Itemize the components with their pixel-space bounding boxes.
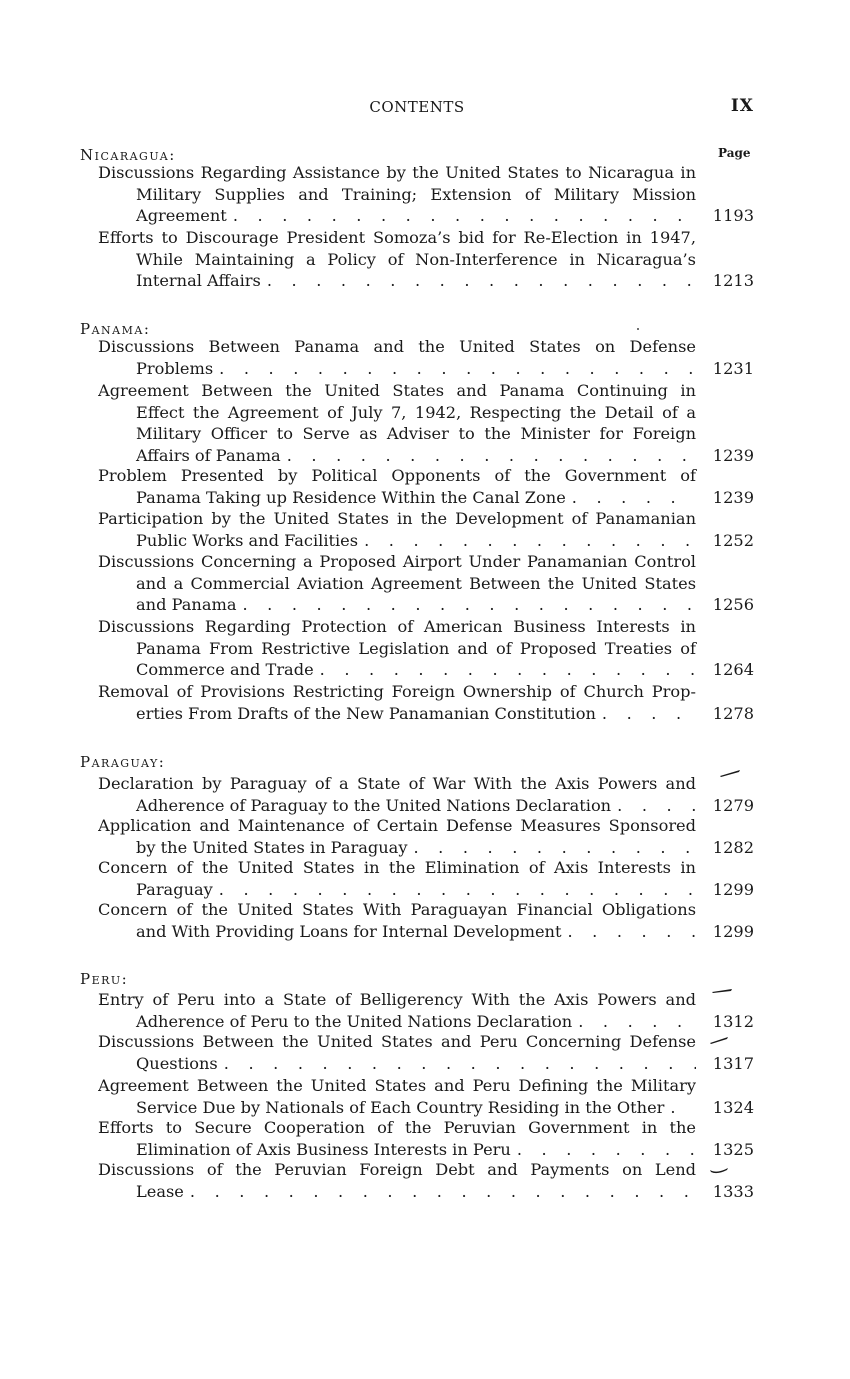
toc-entry-text: Concern of the United States in the Elimination of Axis Interests in <box>98 858 696 877</box>
toc-page-number: 1213 <box>712 271 754 290</box>
page-folio: IX <box>730 96 754 116</box>
toc-entry-line <box>98 530 754 552</box>
toc-entry-text: Elimination of Axis Business Interests in Peru <box>136 1139 511 1159</box>
running-head <box>80 96 754 120</box>
toc-entry-text: Problems <box>136 358 214 378</box>
toc-entry-text: While Maintaining a Policy of Non-Interference in Nicaragua’s <box>136 249 696 269</box>
toc-entry-line <box>98 638 754 660</box>
toc-entry-line <box>98 249 754 271</box>
dot-leader <box>407 837 696 859</box>
toc-entry-line <box>98 681 754 703</box>
dot-leader <box>218 1053 696 1075</box>
margin-check-mark <box>711 986 733 996</box>
toc-entry-line <box>98 423 754 445</box>
toc-entry-line <box>98 837 754 859</box>
toc-entry-line <box>98 773 754 795</box>
toc-entry-line <box>98 380 754 402</box>
toc-entry-text: Participation by the United States in the Development of Panamanian <box>98 509 696 528</box>
toc-entry-line <box>98 508 754 530</box>
toc-entry-text: Panama From Restrictive Legislation and of Proposed Treaties of <box>136 638 696 658</box>
toc-entry-line <box>98 616 754 638</box>
dot-leader <box>664 1097 696 1119</box>
dot-leader <box>184 1181 696 1203</box>
toc-entry-line <box>98 227 754 249</box>
toc-entry[interactable] <box>98 1159 754 1202</box>
toc-page-number: 1299 <box>712 879 754 899</box>
dot-leader <box>261 270 696 292</box>
margin-check-mark <box>719 768 741 778</box>
toc-entry-line <box>98 879 754 901</box>
toc-page-number: 1299 <box>712 921 754 941</box>
toc-entry-text: and a Commercial Aviation Agreement Between the United States <box>136 573 696 593</box>
toc-page-number: 1193 <box>712 206 754 225</box>
toc-entry-text: Military Supplies and Training; Extension of Military Mission <box>136 184 696 204</box>
dot-leader <box>596 703 696 725</box>
toc-entry-text: Discussions Concerning a Proposed Airport Under Panamanian Control <box>98 552 696 571</box>
toc-entry-line <box>98 336 754 358</box>
toc-entry[interactable] <box>98 989 754 1032</box>
toc-entry-text: Agreement Between the United States and Panama Continuing in <box>98 381 696 400</box>
toc-entry-line <box>98 205 754 227</box>
toc-page-number: 1312 <box>712 1011 754 1031</box>
toc-entry[interactable] <box>98 380 754 466</box>
toc-entry-line <box>98 1031 754 1053</box>
toc-entry-line <box>98 1139 754 1161</box>
dot-leader <box>358 530 696 552</box>
toc-entry-line <box>98 795 754 817</box>
toc-entry-line <box>98 1159 754 1181</box>
toc-entry-line <box>98 402 754 424</box>
country-heading: Panama: <box>80 320 151 338</box>
toc-page-number: 1317 <box>712 1053 754 1073</box>
toc-entry-text: Entry of Peru into a State of Belligerency With the Axis Powers and <box>98 990 696 1009</box>
running-head-title: CONTENTS <box>369 98 465 116</box>
toc-entry-text: Problem Presented by Political Opponents of the Government of <box>98 466 696 485</box>
toc-entry-line <box>98 445 754 467</box>
page-column-label: Page <box>718 146 751 160</box>
dot-leader <box>236 594 696 616</box>
toc-entry-line <box>98 1011 754 1033</box>
toc-page-number: 1324 <box>712 1097 754 1117</box>
toc-entry-text: Efforts to Secure Cooperation of the Peruvian Government in the <box>98 1118 696 1137</box>
toc-page-number: 1231 <box>712 358 754 378</box>
toc-page-number: 1252 <box>712 530 754 550</box>
toc-entry-text: erties From Drafts of the New Panamanian Constitution <box>136 703 596 723</box>
toc-entry-line <box>98 899 754 921</box>
stray-mark <box>637 328 639 330</box>
toc-page-number: 1282 <box>712 837 754 857</box>
toc-entry-text: Application and Maintenance of Certain Defense Measures Sponsored <box>98 816 696 835</box>
toc-entry-text: Adherence of Paraguay to the United Nations Declaration <box>136 795 612 815</box>
toc-entry-line <box>98 703 754 725</box>
toc-entry-text: Removal of Provisions Restricting Foreign Ownership of Church Prop- <box>98 682 696 701</box>
toc-entry[interactable] <box>98 681 754 724</box>
toc-entry-line <box>98 815 754 837</box>
country-heading: Peru: <box>80 970 129 988</box>
toc-entry[interactable] <box>98 551 754 616</box>
toc-entry-line <box>98 857 754 879</box>
toc-entry-line <box>98 465 754 487</box>
toc-entry-text: Internal Affairs <box>136 271 261 290</box>
toc-page-number: 1279 <box>712 795 754 815</box>
toc-entry-text: Discussions Between the United States and Peru Concerning Defense <box>98 1032 696 1051</box>
toc-entry-line <box>98 184 754 206</box>
toc-entry-text: Adherence of Peru to the United Nations Declaration <box>136 1011 573 1031</box>
toc-entry[interactable] <box>98 1031 754 1074</box>
toc-entry-line <box>98 1053 754 1075</box>
margin-check-mark <box>709 1035 731 1045</box>
toc-entry-text: Panama Taking up Residence Within the Canal Zone <box>136 487 566 507</box>
toc-page-number: 1239 <box>712 487 754 507</box>
toc-entry[interactable] <box>98 857 754 900</box>
toc-entry[interactable] <box>98 1075 754 1118</box>
dot-leader <box>213 358 696 380</box>
toc-entry-text: Discussions of the Peruvian Foreign Debt and Payments on Lend <box>98 1160 696 1179</box>
toc-entry-line <box>98 1075 754 1097</box>
toc-entry-text: Efforts to Discourage President Somoza’s bid for Re-Election in 1947, <box>98 228 696 247</box>
toc-entry-text: Discussions Regarding Protection of American Business Interests in <box>98 617 696 636</box>
toc-entry-text: Concern of the United States With Paraguayan Financial Obligations <box>98 900 696 919</box>
toc-entry-line <box>98 921 754 943</box>
dot-leader <box>611 795 696 817</box>
toc-page-number: 1256 <box>712 595 754 614</box>
toc-entry-line <box>98 659 754 681</box>
dot-leader <box>572 1011 696 1033</box>
toc-entry[interactable] <box>98 616 754 681</box>
toc-page-number: 1264 <box>712 660 754 679</box>
toc-entry-text: Effect the Agreement of July 7, 1942, Respecting the Detail of a <box>136 402 696 422</box>
toc-entry-text: Declaration by Paraguay of a State of War With the Axis Powers and <box>98 774 696 793</box>
dot-leader <box>566 487 696 509</box>
toc-entry[interactable] <box>98 899 754 942</box>
margin-check-mark <box>709 1165 731 1175</box>
toc-entry[interactable] <box>98 815 754 858</box>
toc-entry-text: Service Due by Nationals of Each Country Residing in the Other <box>136 1097 665 1117</box>
toc-entry-text: and Panama <box>136 595 237 614</box>
toc-entry-line <box>98 573 754 595</box>
toc-entry-line <box>98 1181 754 1203</box>
toc-entry-line <box>98 1117 754 1139</box>
toc-entry[interactable] <box>98 1117 754 1160</box>
toc-entry-text: Discussions Between Panama and the United States on Defense <box>98 337 696 356</box>
toc-entry-line <box>98 270 754 292</box>
toc-entry[interactable] <box>98 227 754 292</box>
toc-entry-text: Lease <box>136 1181 184 1201</box>
toc-entry-text: Discussions Regarding Assistance by the United States to Nicaragua in <box>98 163 696 182</box>
toc-entry-text: Agreement <box>136 206 227 225</box>
toc-page-number: 1239 <box>712 445 754 465</box>
toc-entry-line <box>98 162 754 184</box>
dot-leader <box>561 921 696 943</box>
toc-entry-text: Military Officer to Serve as Adviser to the Minister for Foreign <box>136 424 696 443</box>
dot-leader <box>213 879 696 901</box>
toc-entry-line <box>98 594 754 616</box>
toc-entry-text: Paraguay <box>136 879 213 899</box>
toc-page-number: 1333 <box>712 1181 754 1201</box>
toc-entry[interactable] <box>98 773 754 816</box>
toc-entry-text: Commerce and Trade <box>136 660 314 679</box>
dot-leader <box>314 659 696 681</box>
toc-page-number: 1325 <box>712 1139 754 1159</box>
toc-entry[interactable] <box>98 336 754 379</box>
toc-entry-text: Agreement Between the United States and Peru Defining the Military <box>98 1076 696 1095</box>
dot-leader <box>511 1139 696 1161</box>
toc-entry-text: by the United States in Paraguay <box>136 837 408 857</box>
toc-entry-line <box>98 487 754 509</box>
toc-entry-text: Public Works and Facilities <box>136 530 359 550</box>
toc-entry-line <box>98 989 754 1011</box>
toc-entry-line <box>98 1097 754 1119</box>
toc-entry-text: Affairs of Panama <box>136 445 281 465</box>
dot-leader <box>281 445 696 467</box>
toc-entry[interactable] <box>98 162 754 227</box>
dot-leader <box>227 205 696 227</box>
toc-entry-line <box>98 358 754 380</box>
toc-entry[interactable] <box>98 508 754 551</box>
toc-entry-text: and With Providing Loans for Internal Development <box>136 921 562 941</box>
toc-entry[interactable] <box>98 465 754 508</box>
country-heading: Nicaragua: <box>80 146 176 164</box>
toc-entry-line <box>98 551 754 573</box>
toc-page-number: 1278 <box>712 703 754 723</box>
toc-entry-text: Questions <box>136 1053 218 1073</box>
country-heading: Paraguay: <box>80 753 166 771</box>
